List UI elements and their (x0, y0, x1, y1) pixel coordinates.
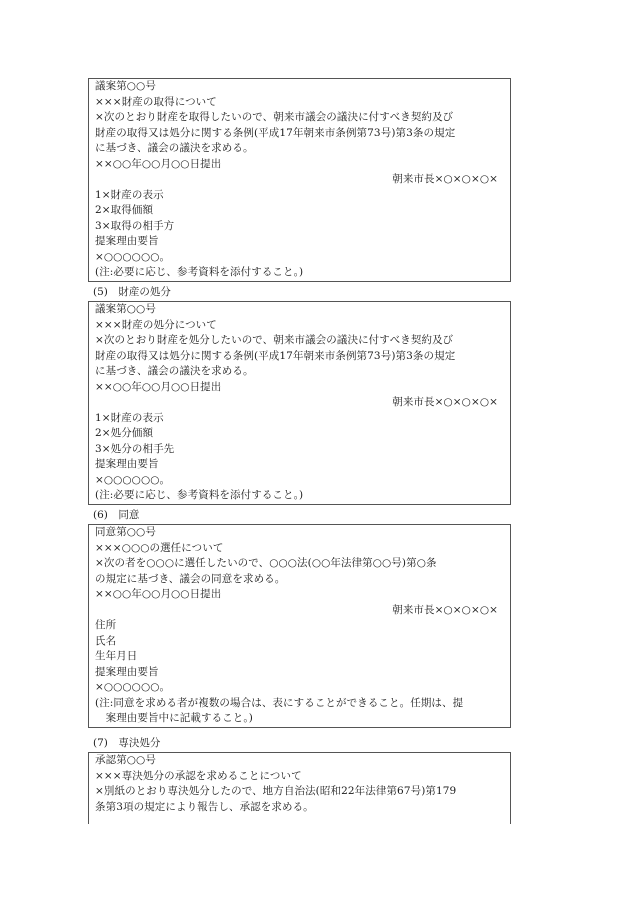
item-line: 生年月日 (95, 650, 138, 662)
mayor-signature: 朝来市長×○×○×○× (392, 396, 498, 408)
proposal-body: 財産の取得又は処分に関する条例(平成17年朝来市条例第73号)第3条の規定 (95, 349, 456, 362)
proposal-body: に基づき、議会の議決を求める。 (95, 365, 254, 377)
item-line: 2×取得価額 (95, 204, 154, 216)
mayor-signature: 朝来市長×○×○×○× (392, 603, 498, 616)
item-line: 2×処分価額 (95, 427, 154, 439)
submission-date: ××○○年○○月○○日提出 (95, 157, 222, 170)
item-line: 氏名 (95, 634, 117, 647)
reason-heading: 提案理由要旨 (95, 235, 159, 247)
reason-text: ×○○○○○○。 (95, 681, 171, 693)
note-text: (注:同意を求める者が複数の場合は、表にすることができること。任期は、提 (95, 696, 464, 709)
proposal-body: ×別紙のとおり専決処分したので、地方自治法(昭和22年法律第67号)第179 (95, 785, 457, 797)
proposal-title: ×××○○○の選任について (95, 541, 224, 554)
note-text: 案理由要旨中に記載すること。) (95, 712, 253, 724)
proposal-box-consent (88, 524, 511, 728)
proposal-box-special-disposal (88, 752, 511, 824)
proposal-title: ×××財産の取得について (95, 95, 217, 108)
item-line: 1×財産の表示 (95, 411, 164, 424)
proposal-number: 同意第○○号 (95, 526, 156, 538)
proposal-body: 条第3項の規定により報告し、承認を求める。 (95, 800, 314, 813)
proposal-number: 議案第○○号 (95, 303, 156, 315)
section-heading-consent: (6) 同意 (93, 509, 140, 521)
reason-heading: 提案理由要旨 (95, 665, 159, 678)
proposal-body: ×次の者を○○○に選任したいので、○○○法(○○年法律第○○号)第○条 (95, 557, 437, 569)
reason-text: ×○○○○○○。 (95, 250, 171, 263)
submission-date: ××○○年○○月○○日提出 (95, 588, 222, 600)
section-heading-special-disposal: (7) 専決処分 (93, 737, 161, 749)
item-line: 1×財産の表示 (95, 188, 164, 201)
proposal-body: 財産の取得又は処分に関する条例(平成17年朝来市条例第73号)第3条の規定 (95, 126, 456, 139)
proposal-number: 承認第○○号 (95, 754, 156, 766)
submission-date: ××○○年○○月○○日提出 (95, 380, 222, 393)
reason-text: ×○○○○○○。 (95, 473, 171, 486)
item-line: 住所 (95, 619, 117, 631)
section-heading-disposal: (5) 財産の処分 (93, 286, 171, 298)
note-text: (注:必要に応じ、参考資料を添付すること。) (95, 266, 304, 278)
proposal-body: ×次のとおり財産を取得したいので、朝来市議会の議決に付すべき契約及び (95, 111, 454, 123)
proposal-box-disposal (88, 301, 511, 505)
proposal-number: 議案第○○号 (95, 80, 156, 92)
proposal-body: ×次のとおり財産を処分したいので、朝来市議会の議決に付すべき契約及び (95, 334, 454, 346)
item-line: 3×処分の相手先 (95, 442, 175, 455)
mayor-signature: 朝来市長×○×○×○× (392, 173, 498, 185)
item-line: 3×取得の相手方 (95, 219, 175, 232)
reason-heading: 提案理由要旨 (95, 458, 159, 470)
proposal-body: に基づき、議会の議決を求める。 (95, 142, 254, 154)
proposal-title: ×××専決処分の承認を求めることについて (95, 769, 302, 782)
proposal-box-acquisition (88, 78, 511, 282)
note-text: (注:必要に応じ、参考資料を添付すること。) (95, 489, 304, 501)
proposal-body: の規定に基づき、議会の同意を求める。 (95, 572, 286, 585)
proposal-title: ×××財産の処分について (95, 318, 217, 331)
